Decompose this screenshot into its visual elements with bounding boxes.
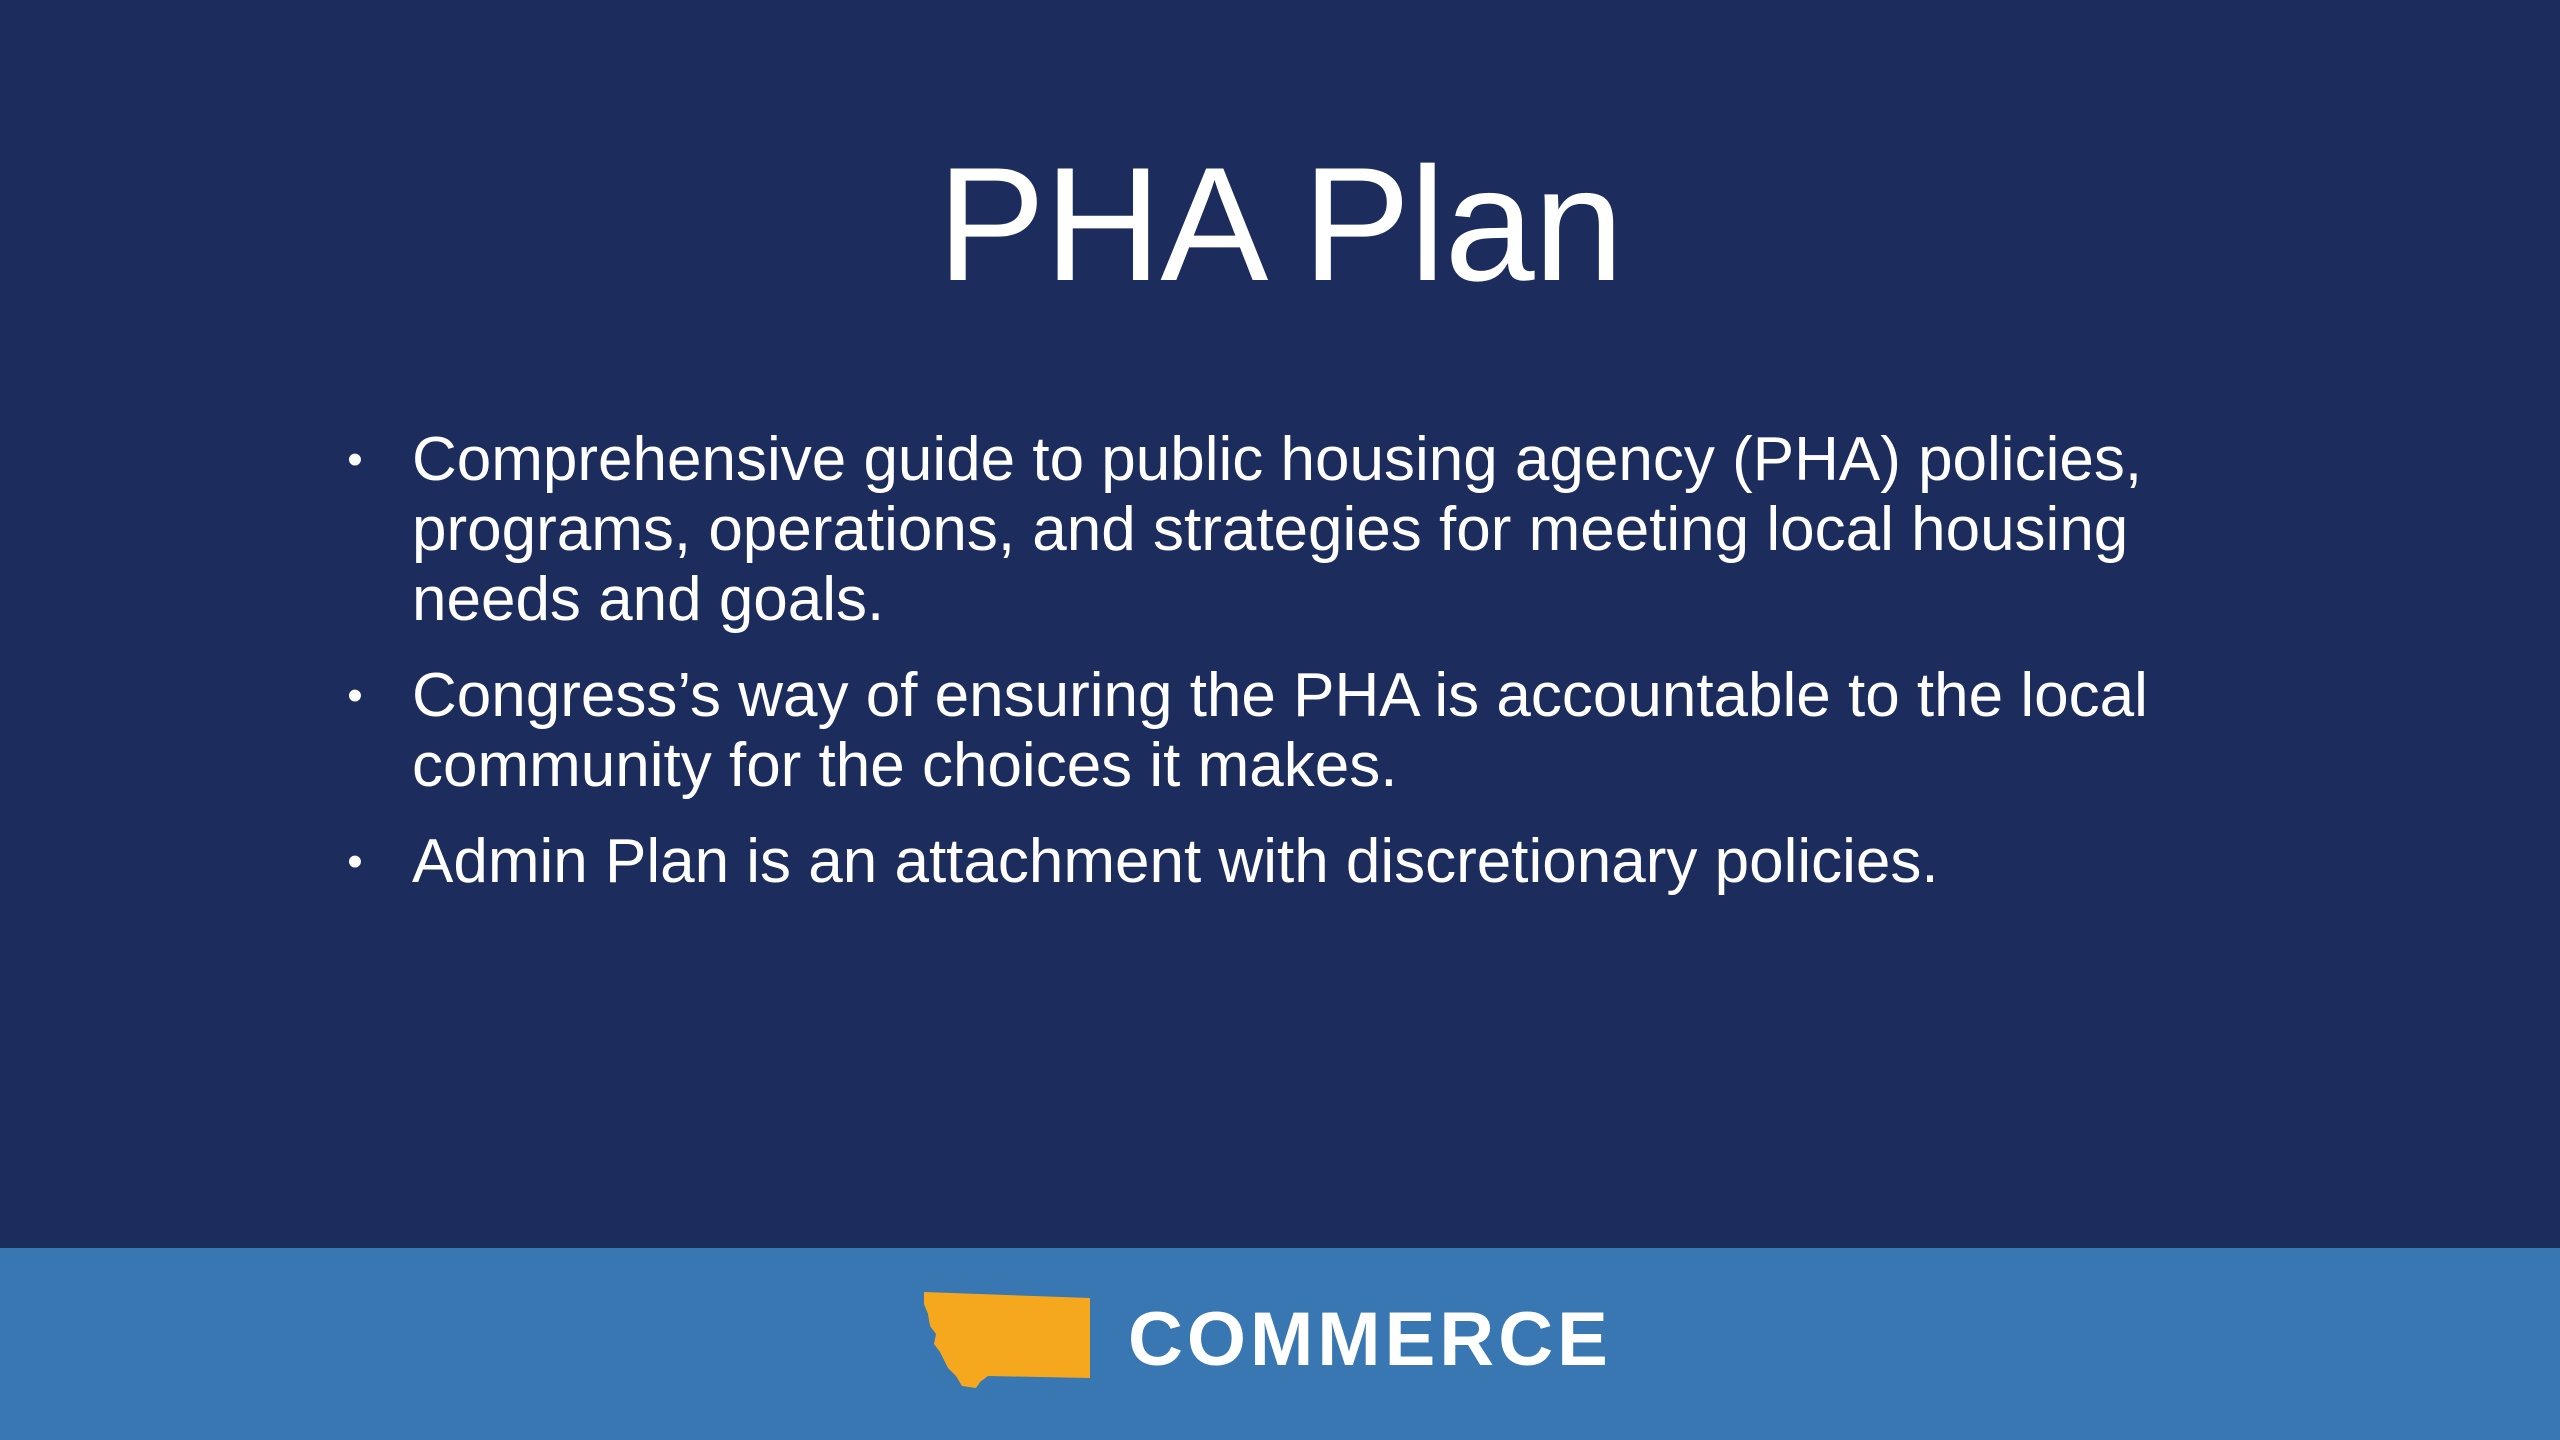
bullet-item bbox=[340, 425, 2280, 635]
bullet-text: Congress’s way of ensuring the PHA is accountable to the local community for the choices it makes. bbox=[412, 661, 2148, 800]
montana-state-icon bbox=[922, 1290, 1092, 1390]
brand-name: COMMERCE bbox=[1128, 1297, 1612, 1382]
bullet-text: Comprehensive guide to public housing agency (PHA) policies, programs, operations, and strategies for meeting local housing needs and goals. bbox=[412, 425, 2143, 634]
bullet-item bbox=[340, 827, 2280, 897]
slide-title: PHA Plan bbox=[937, 134, 1623, 315]
bullet-text: Admin Plan is an attachment with discretionary policies. bbox=[412, 827, 1939, 896]
commerce-logo bbox=[922, 1290, 1612, 1390]
bullet-icon: • bbox=[347, 435, 363, 484]
bullet-icon: • bbox=[347, 671, 363, 720]
bullet-item bbox=[340, 661, 2280, 801]
footer-bar bbox=[0, 1248, 2560, 1440]
bullet-icon: • bbox=[347, 837, 363, 886]
bullet-list bbox=[340, 425, 2280, 923]
